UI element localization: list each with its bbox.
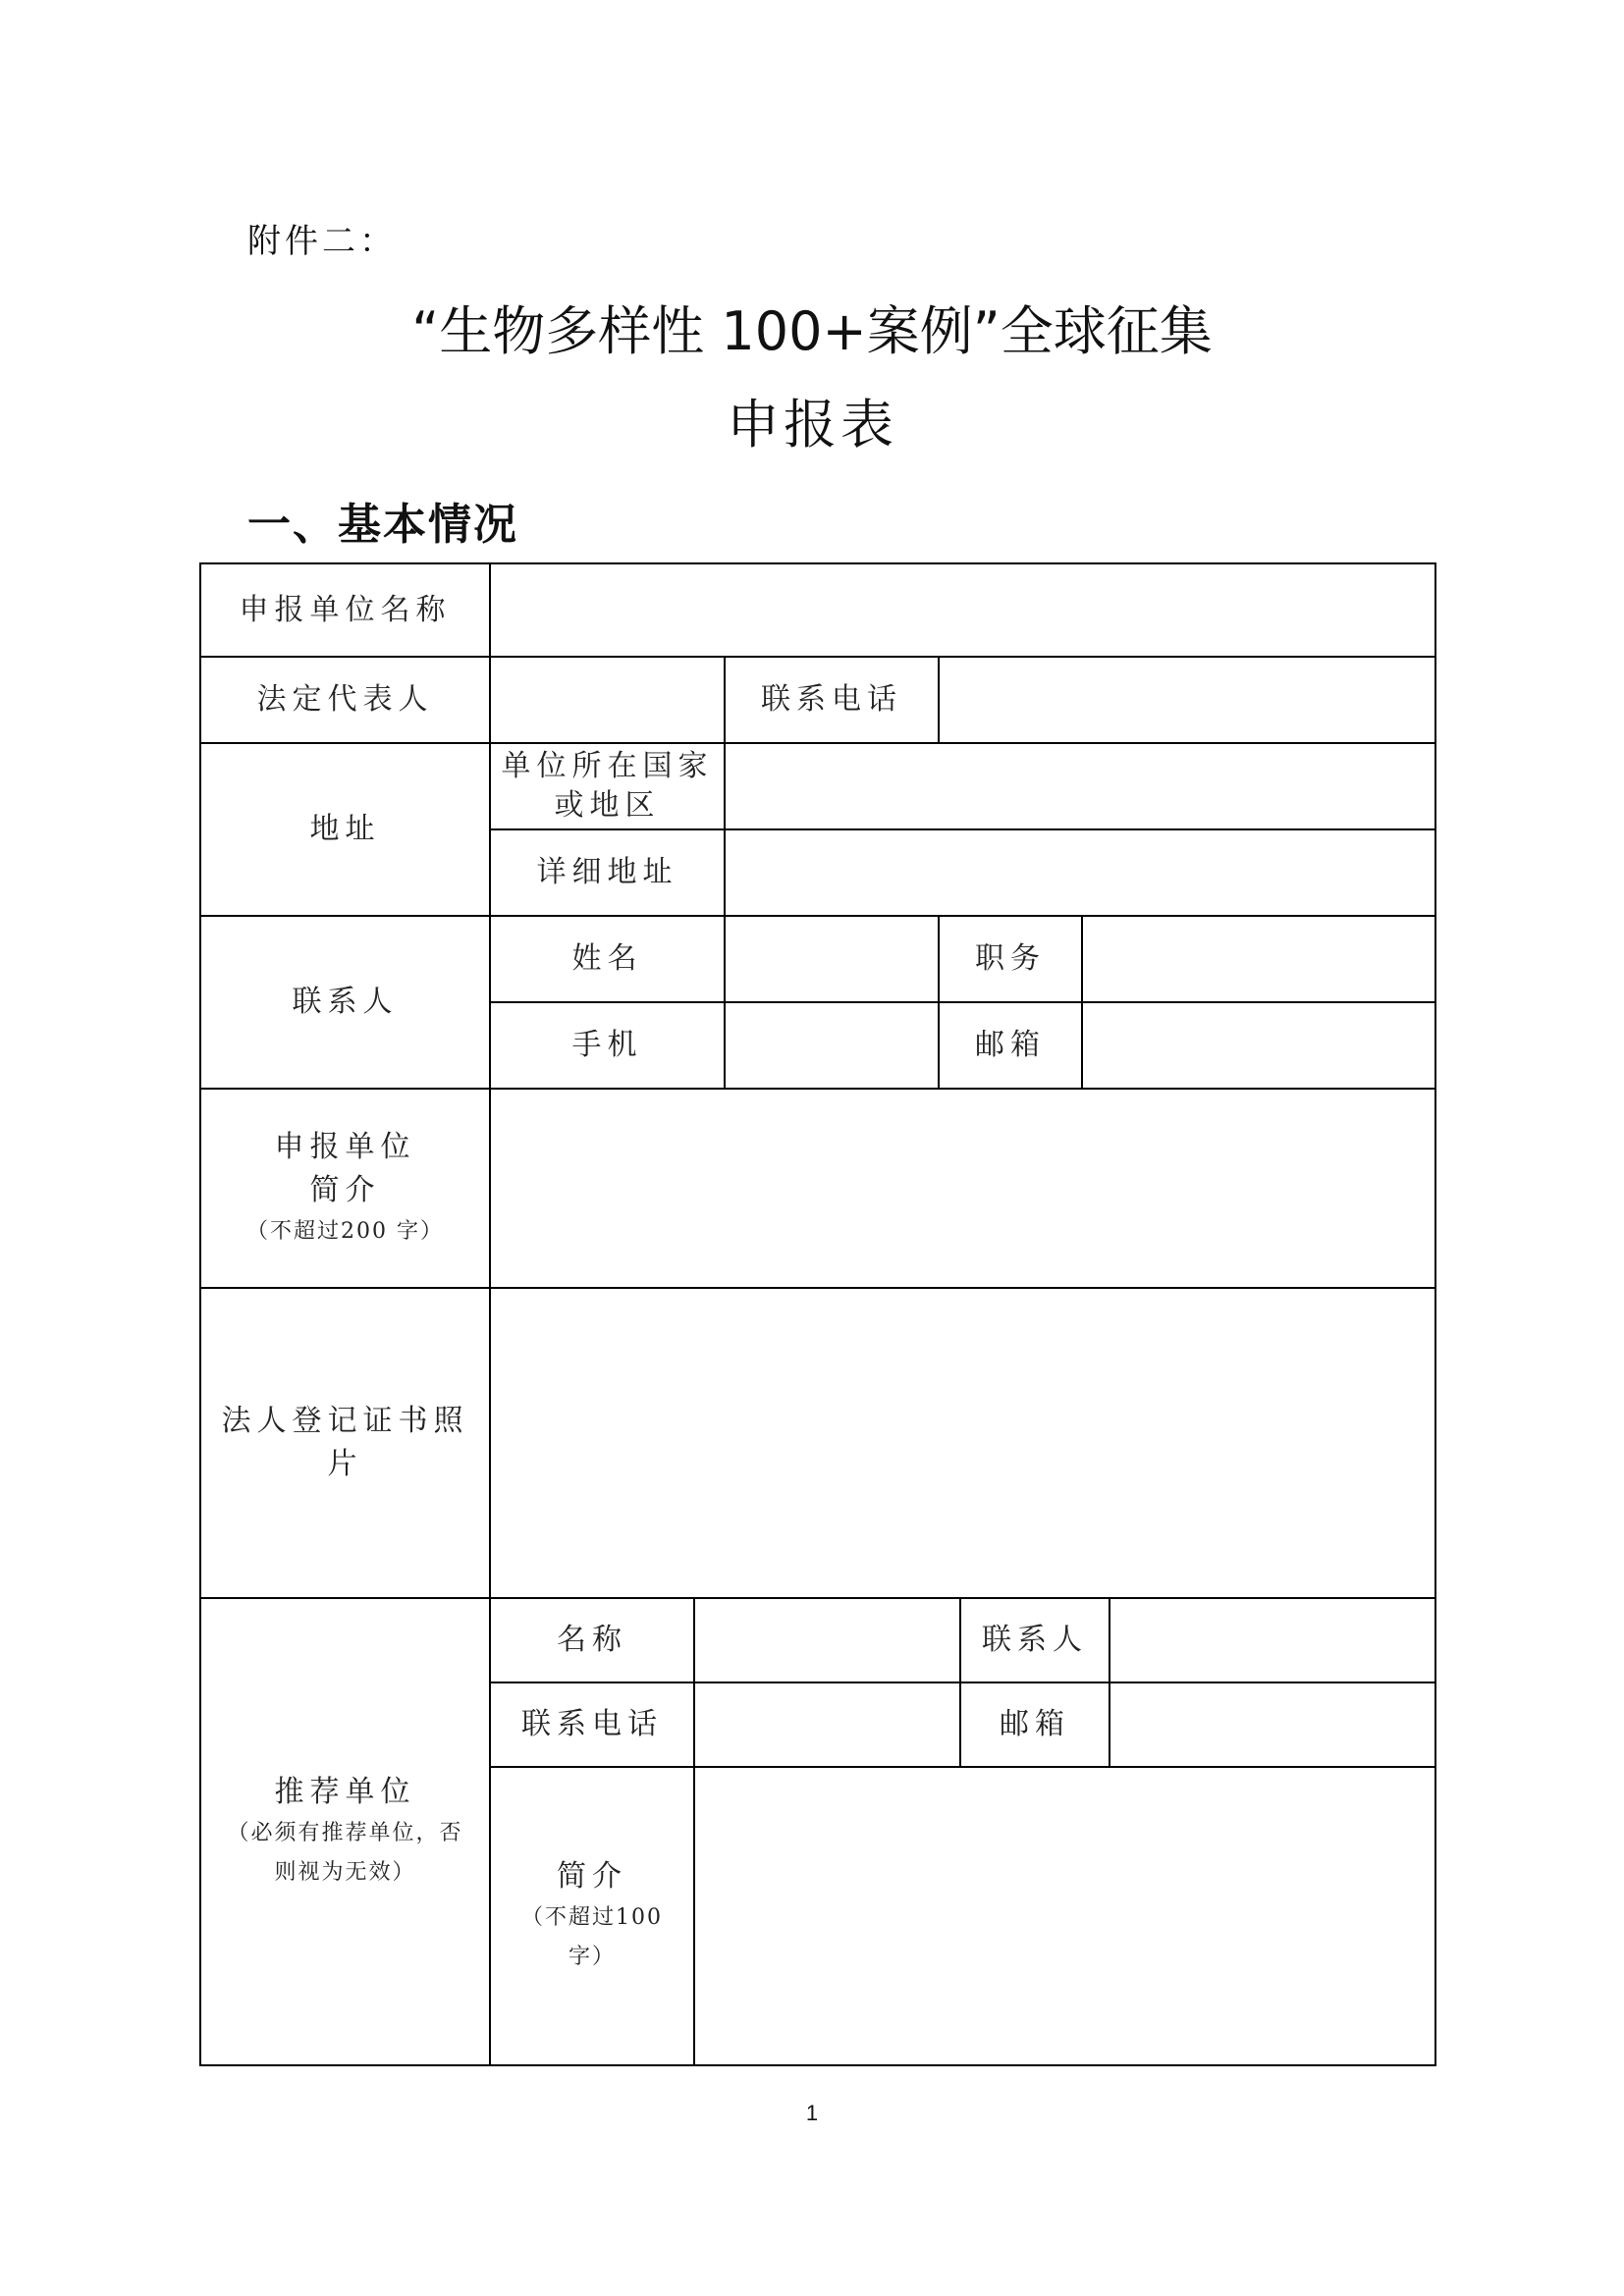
intro-note: （不超过200 字） <box>246 1218 444 1244</box>
certificate-photo-area[interactable] <box>491 1289 1435 1597</box>
form-title: “生物多样性 100+案例”全球征集 <box>411 300 1213 362</box>
rec-contact-text: 联系人 <box>982 1623 1088 1657</box>
org-name-text: 申报单位名称 <box>239 592 452 627</box>
intro-field[interactable] <box>491 1090 1435 1287</box>
table-border-left <box>199 562 201 2066</box>
recommender-note-line1: （必须有推荐单位，否 <box>227 1821 463 1845</box>
legal-rep-text: 法定代表人 <box>256 682 434 717</box>
position-label <box>940 917 1081 1001</box>
contact-label <box>201 917 489 1088</box>
rec-email-field[interactable] <box>1110 1683 1435 1766</box>
phone-text: 联系电话 <box>761 682 902 717</box>
address-text: 地址 <box>309 812 381 846</box>
mobile-label <box>491 1003 724 1088</box>
rec-name-label <box>491 1599 693 1682</box>
table-border-bottom <box>199 2064 1436 2066</box>
mobile-field[interactable] <box>726 1003 938 1088</box>
org-name-label <box>201 564 489 656</box>
email-label <box>940 1003 1081 1088</box>
rec-name-field[interactable] <box>695 1599 959 1682</box>
table-border-right <box>1435 562 1436 2066</box>
rec-intro-text: 简介 <box>557 1859 627 1894</box>
attachment-label: 附件二： <box>247 222 397 261</box>
name-label <box>491 917 724 1001</box>
certificate-label <box>201 1289 489 1597</box>
rec-phone-field[interactable] <box>695 1683 959 1766</box>
recommender-note-line2: 则视为无效） <box>274 1860 416 1885</box>
section-heading-basic-info: 一、基本情况 <box>247 500 518 550</box>
rec-phone-label <box>491 1683 693 1766</box>
legal-rep-label <box>201 658 489 742</box>
rec-intro-label <box>491 1768 693 2064</box>
rec-email-text: 邮箱 <box>1000 1707 1070 1741</box>
address-label <box>201 744 489 915</box>
legal-rep-field[interactable] <box>491 658 724 742</box>
detail-address-text: 详细地址 <box>536 855 678 889</box>
page-number: 1 <box>805 2101 819 2125</box>
country-text-line2: 或地区 <box>554 788 661 823</box>
rec-intro-note-line2: 字） <box>568 1945 616 1969</box>
rec-intro-field[interactable] <box>695 1768 1435 2064</box>
detail-address-field[interactable] <box>726 830 1435 915</box>
name-text: 姓名 <box>571 941 643 976</box>
mobile-text: 手机 <box>571 1028 643 1062</box>
detail-address-label <box>491 830 724 915</box>
intro-text-line1: 申报单位 <box>274 1129 416 1164</box>
recommender-label <box>201 1599 489 2064</box>
column-divider <box>959 1597 961 1766</box>
contact-name-field[interactable] <box>726 917 938 1001</box>
position-field[interactable] <box>1083 917 1435 1001</box>
column-divider <box>938 915 940 1088</box>
email-field[interactable] <box>1083 1003 1435 1088</box>
country-label <box>491 744 724 828</box>
certificate-text-line1: 法人登记证书照 <box>221 1404 469 1438</box>
email-text: 邮箱 <box>975 1028 1046 1062</box>
position-text: 职务 <box>975 941 1046 976</box>
phone-label <box>726 658 938 742</box>
intro-label <box>201 1090 489 1287</box>
rec-name-text: 名称 <box>557 1623 627 1657</box>
rec-contact-label <box>961 1599 1109 1682</box>
country-field[interactable] <box>726 744 1435 828</box>
form-subtitle: 申报表 <box>727 394 897 455</box>
rec-intro-note-line1: （不超过100 <box>521 1905 663 1930</box>
intro-text-line2: 简介 <box>309 1172 381 1207</box>
rec-phone-text: 联系电话 <box>521 1707 663 1741</box>
country-text-line1: 单位所在国家 <box>501 749 714 783</box>
recommender-text: 推荐单位 <box>274 1775 416 1809</box>
phone-field[interactable] <box>940 658 1435 742</box>
column-divider <box>724 656 726 742</box>
certificate-text-line2: 片 <box>327 1447 363 1481</box>
org-name-field[interactable] <box>491 564 1435 656</box>
rec-contact-field[interactable] <box>1110 1599 1435 1682</box>
rec-email-label <box>961 1683 1109 1766</box>
contact-text: 联系人 <box>292 985 399 1019</box>
